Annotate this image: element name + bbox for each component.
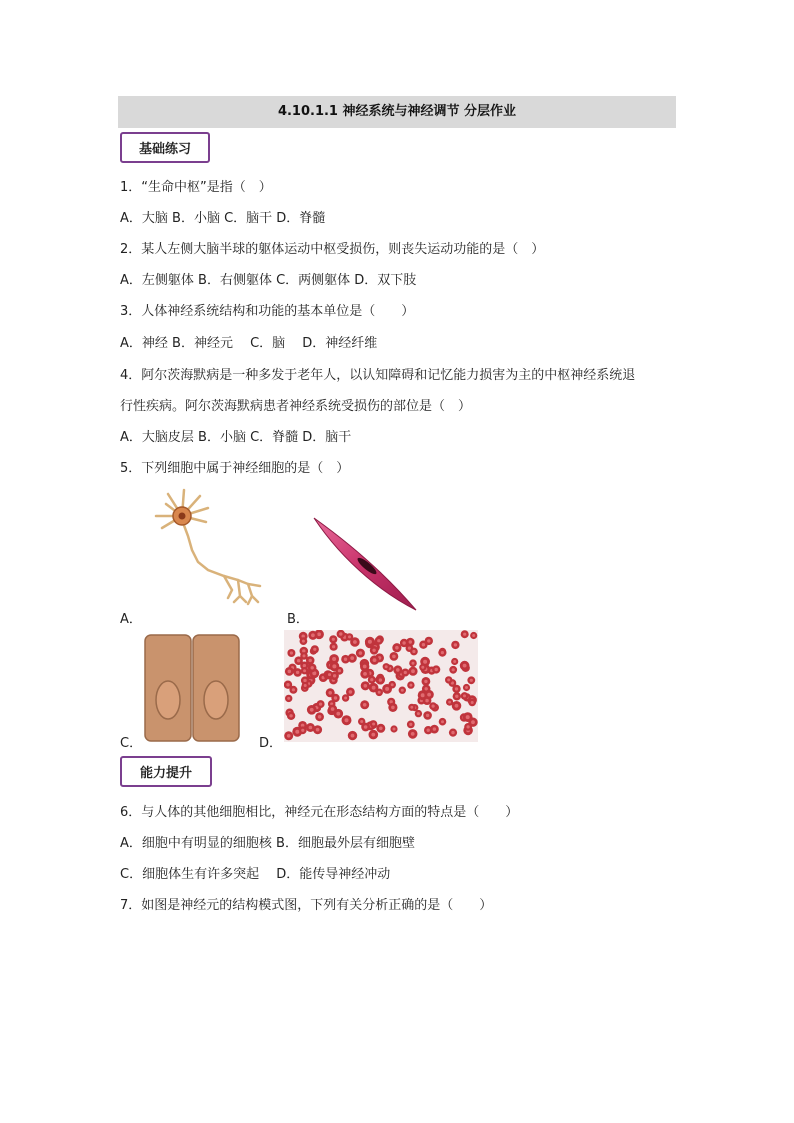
question-7: 7．如图是神经元的结构模式图，下列有关分析正确的是（ ） (120, 898, 493, 913)
red-blood-cell-center (353, 640, 357, 644)
red-blood-cell-center (372, 686, 376, 690)
red-blood-cell-center (465, 686, 468, 689)
red-blood-cell-center (427, 693, 431, 697)
red-blood-cell-center (451, 731, 454, 734)
red-blood-cell-center (351, 734, 355, 738)
red-blood-cell-center (402, 641, 405, 644)
red-blood-cell-center (311, 666, 314, 669)
red-blood-cell-center (409, 684, 412, 687)
red-blood-cell-center (412, 662, 415, 665)
red-blood-cell-center (292, 688, 295, 691)
red-blood-cell-center (395, 646, 399, 650)
red-blood-cell-center (411, 669, 415, 673)
red-blood-cell-center (313, 648, 316, 651)
red-blood-cell-center (425, 687, 428, 690)
red-blood-cell-center (452, 668, 455, 671)
red-blood-cell-center (370, 678, 373, 681)
red-blood-cell-center (301, 729, 304, 732)
question-1-options: A．大脑 B．小脑 C．脑干 D．脊髓 (120, 211, 326, 226)
red-blood-cell-center (467, 725, 470, 728)
red-blood-cell-center (309, 726, 313, 730)
red-blood-cell-center (364, 684, 368, 688)
red-blood-cell-center (288, 670, 292, 674)
red-blood-cell-center (408, 647, 411, 650)
red-blood-cell-center (363, 672, 367, 676)
question-3: 3．人体神经系统结构和功能的基本单位是（ ） (120, 304, 415, 319)
red-blood-cell-center (331, 707, 335, 711)
red-blood-cell-center (296, 671, 299, 674)
question-2: 2．某人左侧大脑半球的躯体运动中枢受损伤，则丧失运动功能的是（ ） (120, 242, 545, 257)
red-blood-cell-center (455, 704, 459, 708)
question-4-line-1: 4．阿尔茨海默病是一种多发于老年人，以认知障碍和记忆能力损害为主的中枢神经系统退 (120, 368, 636, 383)
red-blood-cell-center (385, 665, 388, 668)
red-blood-cell-center (471, 720, 475, 724)
red-blood-cell-center (441, 720, 444, 723)
section-tag-advanced: 能力提升 (120, 756, 212, 787)
question-6-options-1: A．细胞中有明显的细胞核 B．细胞最外层有细胞壁 (120, 836, 415, 851)
neuron-image (148, 486, 268, 606)
red-blood-cell-center (359, 651, 363, 655)
red-blood-cell-center (396, 668, 400, 672)
epithelial-cells-image (144, 634, 240, 742)
red-blood-cell-center (379, 727, 383, 731)
red-blood-cell-center (344, 658, 347, 661)
red-blood-cell-center (336, 712, 340, 716)
red-blood-cell-center (287, 734, 291, 738)
red-blood-cell-center (455, 695, 458, 698)
red-blood-cell-center (409, 640, 412, 643)
red-blood-cell-center (453, 660, 456, 663)
red-blood-cell-center (470, 679, 473, 682)
red-blood-cell-center (385, 687, 389, 691)
red-blood-cell-center (363, 703, 367, 707)
red-blood-cell-center (348, 635, 351, 638)
red-blood-cell-center (332, 645, 335, 648)
red-blood-cell-center (422, 643, 425, 646)
question-3-options: A．神经 B．神经元 C．脑 D．神经纤维 (120, 336, 378, 351)
red-blood-cell-center (364, 725, 368, 729)
red-blood-cell-center (472, 634, 475, 637)
red-blood-cell-center (421, 666, 424, 669)
question-6: 6．与人体的其他细胞相比，神经元在形态结构方面的特点是（ ） (120, 805, 519, 820)
red-blood-cell-center (433, 727, 436, 730)
red-blood-cell-center (432, 705, 435, 708)
red-blood-cell-center (297, 659, 300, 662)
red-blood-cell-center (391, 706, 395, 710)
red-blood-cell-center (372, 649, 375, 652)
red-blood-cell-center (412, 650, 415, 653)
red-blood-cell-center (311, 633, 315, 637)
red-blood-cell-center (393, 728, 396, 731)
red-blood-cell-center (463, 664, 467, 668)
red-blood-cell-center (371, 733, 375, 737)
red-blood-cell-center (448, 701, 451, 704)
section-tag-basic: 基础练习 (120, 132, 210, 163)
red-blood-cell-center (377, 639, 380, 642)
red-blood-cell-center (425, 699, 429, 703)
red-blood-cell-center (345, 718, 349, 722)
red-blood-cell-center (333, 674, 336, 677)
red-blood-cells-image (284, 630, 478, 742)
question-4-line-2: 行性疾病。阿尔茨海默病患者神经系统受损伤的部位是（ ） (120, 399, 472, 414)
red-blood-cell-center (421, 693, 425, 697)
question-6-options-2: C．细胞体生有许多突起 D．能传导神经冲动 (120, 867, 391, 882)
red-blood-cell-center (463, 633, 466, 636)
red-blood-cell-center (332, 638, 335, 641)
red-blood-cell-center (317, 632, 321, 636)
red-blood-cell-center (466, 715, 470, 719)
red-blood-cell-center (310, 708, 314, 712)
red-blood-cell-center (410, 706, 413, 709)
red-blood-cell-center (349, 690, 353, 694)
red-blood-cell-center (417, 712, 420, 715)
option-c-label: C． (120, 736, 143, 751)
red-blood-cell-center (391, 683, 394, 686)
red-blood-cell-center (372, 723, 375, 726)
red-blood-cell-center (426, 714, 429, 717)
red-blood-cell-center (286, 683, 289, 686)
red-blood-cell-center (344, 697, 347, 700)
red-blood-cell-center (319, 703, 322, 706)
option-a-label: A． (120, 612, 142, 627)
question-1: 1．“生命中枢”是指（ ） (120, 180, 272, 195)
smooth-muscle-cell-image (312, 516, 418, 612)
red-blood-cell-center (404, 671, 407, 674)
red-blood-cell-center (379, 678, 382, 681)
question-2-options: A．左侧躯体 B．右侧躯体 C．两侧躯体 D．双下肢 (120, 273, 417, 288)
red-blood-cell-center (427, 639, 430, 642)
page-title: 4.10.1.1 神经系统与神经调节 分层作业 (118, 96, 676, 128)
red-blood-cell-center (318, 715, 322, 719)
red-blood-cell-center (454, 643, 457, 646)
red-blood-cell-center (328, 673, 331, 676)
red-blood-cell-center (455, 687, 458, 690)
red-blood-cell-center (401, 689, 404, 692)
red-blood-cell-center (303, 679, 306, 682)
red-blood-cell-center (424, 680, 427, 683)
option-d-label: D． (259, 736, 283, 751)
red-blood-cell-center (392, 655, 396, 659)
question-4-options: A．大脑皮层 B．小脑 C．脊髓 D．脑干 (120, 430, 352, 445)
red-blood-cell-center (287, 697, 290, 700)
red-blood-cell-center (423, 660, 427, 664)
red-blood-cell-center (328, 691, 332, 695)
option-b-label: B． (287, 612, 309, 627)
red-blood-cell-center (360, 720, 363, 723)
red-blood-cell-center (447, 678, 450, 681)
red-blood-cell-center (332, 664, 336, 668)
red-blood-cell-center (334, 696, 337, 699)
red-blood-cell-center (363, 665, 367, 669)
red-blood-cell-center (289, 714, 292, 717)
red-blood-cell-center (316, 728, 320, 732)
red-blood-cell-center (350, 656, 354, 660)
red-blood-cell-center (304, 684, 307, 687)
red-blood-cell-center (332, 657, 336, 661)
red-blood-cell-center (302, 640, 305, 643)
red-blood-cell-center (427, 729, 430, 732)
red-blood-cell-center (441, 651, 444, 654)
red-blood-cell-center (471, 701, 474, 704)
red-blood-cell-center (368, 640, 372, 644)
red-blood-cell-center (290, 651, 293, 654)
red-blood-cell-center (435, 668, 438, 671)
red-blood-cell-center (378, 691, 381, 694)
red-blood-cell-center (338, 669, 341, 672)
red-blood-cell-center (295, 730, 299, 734)
red-blood-cell-center (411, 732, 415, 736)
question-5: 5．下列细胞中属于神经细胞的是（ ） (120, 461, 350, 476)
red-blood-cell-center (373, 658, 377, 662)
red-blood-cell-center (409, 723, 412, 726)
red-blood-cell-center (463, 694, 466, 697)
red-blood-cell-center (309, 659, 312, 662)
red-blood-cell-center (303, 654, 306, 657)
red-blood-cell-center (339, 632, 342, 635)
